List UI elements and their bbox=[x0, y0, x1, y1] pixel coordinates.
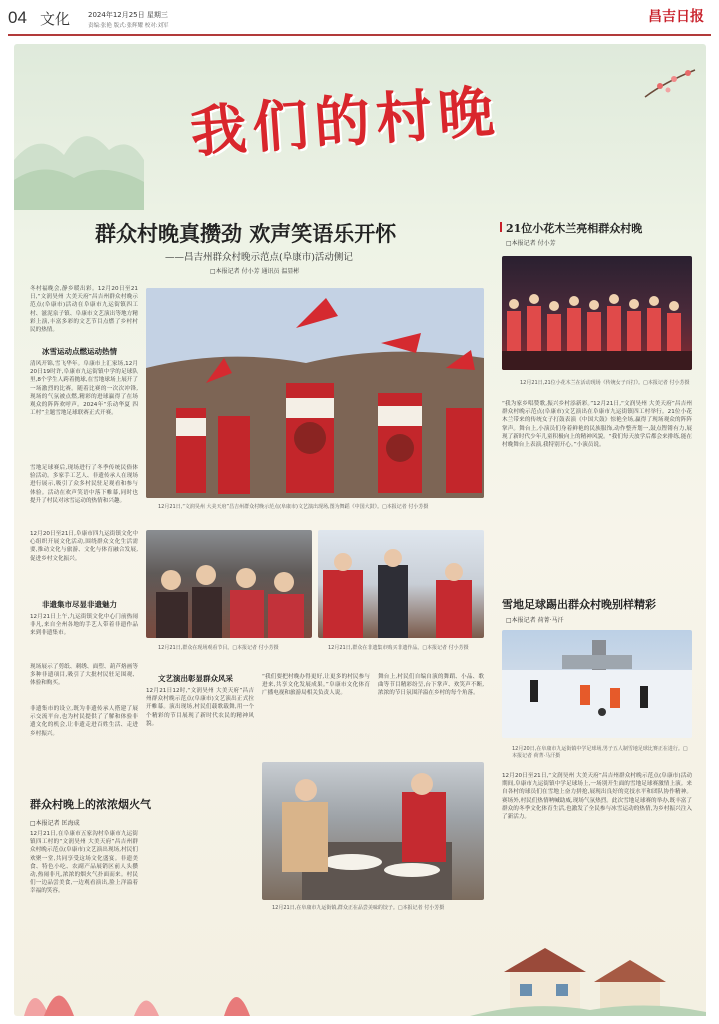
photo-dumplings bbox=[262, 762, 484, 900]
photo-caption: 12月21日,“文润昊州 大美天府”昌吉州群众村晚示范点(阜康市)文艺演出现场,图为舞蹈《中国大鼓》。□本报记者 付小芳摄 bbox=[158, 504, 429, 510]
photo-drum-dance bbox=[146, 288, 484, 498]
photo-caption: 12月21日,群众在现场观看节目。□本报记者 付小芳摄 bbox=[158, 645, 279, 651]
subhead-intangible-market: 非遗集市尽显非遗魅力 bbox=[42, 600, 117, 609]
paragraph: 12月20日至21日,阜康市四九运街镇文化中心组织开展文化活动,围绕群众文化生活需要,推动文化与旅游、文化与体育融合发展,促进乡村文化振兴。 bbox=[30, 531, 138, 562]
newspaper-logo: 昌吉日报 bbox=[648, 9, 704, 25]
article2-title: 群众村晚上的浓浓烟火气 bbox=[30, 798, 151, 811]
photo-caption: 12月20日,在阜康市九运街镇中学足球场,男子五人制雪地足球比赛正在进行。□本报记者 荷菁·马汗摄 bbox=[512, 746, 688, 759]
article3-byline: □本报记者 付小芳 bbox=[506, 240, 556, 247]
lotus-decoration bbox=[14, 960, 294, 1016]
photo-audience bbox=[146, 530, 312, 638]
dumplings-illustration bbox=[262, 762, 484, 900]
page-number: 04 bbox=[8, 8, 27, 27]
photo-caption: 12月21日,在阜康市九运街镇,群众正在品尝美味的饺子。□本报记者 付小芳摄 bbox=[272, 905, 445, 911]
article4-byline: □本报记者 荷菁·马汗 bbox=[506, 617, 564, 624]
snow-football-illustration bbox=[502, 630, 692, 738]
drum-dancers-illustration bbox=[146, 288, 484, 498]
paragraph: 清风开锦,雪飞华年。阜康市上汇家场,12月20日19时许,阜康市九运街镇中学的足球队里,8个学生人跨着抛球,在雪地球场上展开了一场激烈的比赛。随着比赛的一次次冲锋,现场的气氛被点燃,精彩的进球赢得了在场观众的阵阵欢呼声。2024年“乐动华夏 四工村”主题雪地足球联赛正式开赛。 bbox=[30, 361, 138, 417]
subhead-ice-snow: 冰雪运动点燃运动热情 bbox=[42, 347, 117, 356]
main-subheadline: ——昌吉州群众村晚示范点(阜康市)活动侧记 bbox=[165, 252, 353, 263]
paragraph: “我们要把村晚办得更好,让更多的村民参与进来,共享文化发展成果。”阜康市文化体育广播电视和旅游局相关负责人说。 bbox=[262, 674, 370, 697]
photo-market bbox=[318, 530, 484, 638]
mountain-decoration bbox=[14, 100, 144, 210]
feature-title: 我们的村晚 bbox=[188, 78, 503, 166]
photo-caption: 12月21日,21位小花木兰在活动现场《传统女子百打》。□本报记者 付小芳摄 bbox=[520, 380, 690, 386]
article2-byline: □本报记者 匡海成 bbox=[30, 820, 80, 827]
paragraph: 雪地足球赛后,现场进行了冬季传统民俗体验活动。多家手工艺人、非遗传承人在现场进行展示,吸引了众多村民驻足观看和参与体验。活动在欢声笑语中落下帷幕,同时也提升了村民对冰雪运动的热情和兴趣。 bbox=[30, 465, 138, 504]
section-name: 文化 bbox=[40, 10, 71, 28]
header-rule bbox=[8, 34, 711, 36]
audience-illustration bbox=[146, 530, 312, 638]
main-headline: 群众村晚真攒劲 欢声笑语乐开怀 bbox=[95, 221, 397, 246]
market-illustration bbox=[318, 530, 484, 638]
article4-body: 12月20日至21日,“文润昊州 大美天府”昌吉州群众村晚示范点(阜康市)活动期间,阜康市九运街镇中学足球场上,一场别开生面的雪地足球赛激情上演。来自各村的球员们在雪地上奋力拼抢,展现出良好的竞技水平和团队协作精神。赛场外,村民们热情呐喊助威,现场气氛热烈。此次雪地足球赛的举办,既丰富了群众的冬季文化体育生活,也激发了全民参与冰雪运动的热情,为乡村振兴注入了新活力。 bbox=[502, 773, 692, 821]
article2-body-continued bbox=[146, 830, 254, 954]
paragraph: 12月21日上午,九运街镇文化中心门前热闹非凡,来自全州各地的手艺人带着非遗作品来到非遗集市。 bbox=[30, 614, 138, 637]
paragraph: 现场展示了剪纸、刺绣、面塑、葫芦烙画等多种非遗项目,吸引了大批村民驻足围观、体验和购买。 bbox=[30, 664, 138, 687]
section-marker bbox=[500, 222, 502, 232]
paragraph: 非遗集市的设立,既为非遗传承人搭建了展示交流平台,也为村民提供了了解和体验非遗文化的机会,让非遗走进百姓生活、走进乡村振兴。 bbox=[30, 706, 138, 737]
stage-illustration bbox=[502, 256, 692, 370]
paragraph: 12月21日12时,“文润昊州 大美天府”昌吉州群众村晚示范点(阜康市)文艺演出正式拉开帷幕。演出现场,村民们载歌载舞,用一个个精彩的节目展现了新时代农民的精神风貌。 bbox=[146, 688, 254, 727]
photo-snow-football bbox=[502, 630, 692, 738]
editor-credits: 责编:张艳 版式:张辉耀 校对:刘军 bbox=[88, 23, 169, 29]
lead-paragraph: 冬村福晚会,静乡暖出彩。12月20日至21日,“文润昊州 大美天府”昌吉州群众村晚示范点(阜康市)活动在阜康市九运街镇四工村、滋泥泉子镇、阜康市文艺演出等地方精彩上演,丰富多彩的文艺节目点燃了乡村村民的热情。 bbox=[30, 286, 138, 334]
article2-body: 12月21日,在阜康市五家沟村阜康市九运街镇四工村的“文润昊州 大美天府”昌吉州群众村晚示范点(阜康市)文艺演出现场,村民们欢聚一堂,共同享受这场文化盛宴。非遗美食、特色小吃、农副产品展销区前人头攒动,热闹非凡,浓浓的烟火气扑面而来。村民们一边品尝美食,一边观看演出,脸上洋溢着幸福的笑容。 bbox=[30, 831, 138, 895]
main-byline: □本报记者 付小芳 通讯员 温显彬 bbox=[210, 268, 300, 275]
photo-stage-girls bbox=[502, 256, 692, 370]
plum-branch-decoration bbox=[640, 62, 700, 102]
issue-date: 2024年12月25日 星期三 bbox=[88, 11, 168, 19]
paragraph: 舞台上,村民们自编自演的舞蹈、小品、歌曲等节目精彩纷呈,台下掌声、欢笑声不断,浓浓的节日氛围洋溢在乡村的每个角落。 bbox=[378, 674, 484, 697]
photo-caption: 12月21日,群众在非遗集市购买非遗作品。□本报记者 付小芳摄 bbox=[328, 645, 469, 651]
article4-title: 雪地足球踢出群众村晚别样精彩 bbox=[502, 598, 656, 611]
main-left-column bbox=[30, 285, 138, 790]
village-houses-decoration bbox=[470, 930, 706, 1016]
main-mid-column-1 bbox=[146, 673, 254, 753]
article3-title: 21位小花木兰亮相群众村晚 bbox=[506, 222, 643, 235]
article3-body: “我为家乡唱赞歌,振兴乡村添新彩。”12月21日,“文润昊州 大美天府”昌吉州群众村晚示范点(阜康市)文艺演出在阜康市九运街镇四工村举行。21位小花木兰带来的传统女子打鼓表演《中国大鼓》惊艳全场,赢得了现场观众的阵阵掌声。舞台上,小演员们身着鲜艳的民族服饰,动作整齐划一,鼓点铿锵有力,展现了新时代少年儿童积极向上的精神风貌。“我们每天放学后都会来排练,能在村晚舞台上表演,我特别开心。”小演员说。 bbox=[502, 401, 692, 449]
subhead-performance: 文艺演出彰显群众风采 bbox=[158, 674, 233, 683]
